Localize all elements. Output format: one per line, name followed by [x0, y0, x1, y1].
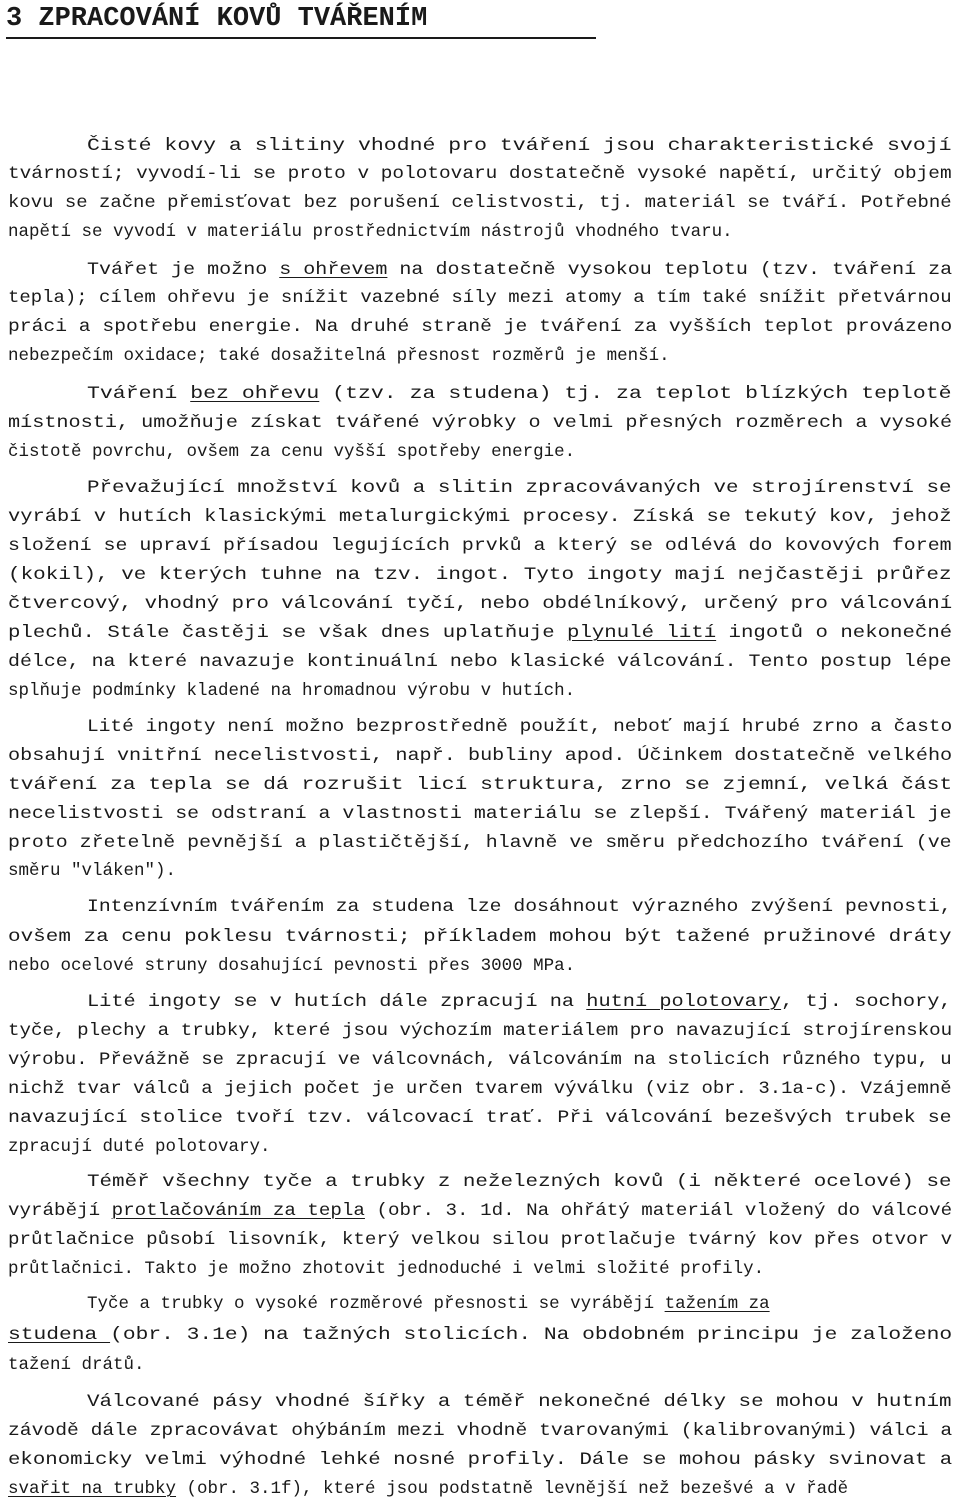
text-segment: Lité ingoty se v hutích dále zpracují na — [87, 992, 587, 1012]
text-line — [8, 774, 952, 796]
text-segment: Tyče a trubky o vysoké rozměrové přesnosti se vyrábějí — [87, 1294, 665, 1314]
text-segment: proto zřetelně pevnější a plastičtější, hlavně ve směru předchozího tváření (ve — [8, 833, 952, 853]
text-segment: Tvářet je možno — [87, 260, 280, 280]
text-line — [87, 1293, 770, 1315]
text-line — [8, 745, 952, 767]
text-segment: délce, na které navazuje kontinuální nebo klasické válcování. Tento postup lépe — [8, 652, 952, 672]
text-segment: výrobu. Převážně se zpracují ve válcovnách, válcováním na stolicích různého typu, u — [8, 1050, 952, 1070]
text-segment: ingotů o nekonečné — [716, 623, 953, 643]
text-line — [8, 860, 176, 882]
underlined-term: hutní polotovary — [586, 992, 782, 1012]
text-line — [8, 535, 952, 557]
text-line — [8, 1200, 952, 1222]
text-line — [8, 287, 952, 309]
text-segment: tažení drátů. — [8, 1355, 145, 1375]
text-segment: (obr. 3.1f), které jsou podstatně levnější než bezešvé a v řadě — [176, 1479, 849, 1499]
text-segment: necelistvosti se odstraní a vlastnosti materiálu se zlepší. Tvářený materiál je — [8, 804, 952, 824]
text-line — [87, 1391, 952, 1413]
text-line — [8, 651, 952, 673]
underlined-term: studena — [8, 1325, 111, 1345]
text-line — [8, 1020, 952, 1042]
text-line — [8, 564, 952, 586]
text-segment: na dostatečně vysokou teplotu (tzv. tváření za — [387, 260, 953, 280]
text-segment: Intenzívním tvářením za studena lze dosáhnout výrazného zvýšení pevnosti, — [87, 897, 952, 917]
text-segment: tepla); cílem ohřevu je snížit vazebné síly mezi atomy a tím také snížit přetvárnou — [8, 288, 952, 308]
text-line — [8, 1324, 952, 1346]
text-line — [8, 622, 952, 644]
text-segment: ovšem za cenu poklesu tvárnosti; příkladem mohou být tažené pružinové dráty — [8, 927, 952, 947]
text-line — [8, 506, 952, 528]
text-segment: obsahují vnitřní necelistvosti, např. bubliny apod. Účinkem dostatečně velkého — [8, 746, 953, 766]
text-line — [8, 441, 575, 463]
text-segment: Čisté kovy a slitiny vhodné pro tváření jsou charakteristické svojí — [87, 136, 952, 156]
text-line — [8, 1136, 271, 1158]
text-line — [87, 991, 952, 1013]
text-segment: složení se upraví přísadou legujících prvků a který se odlévá do kovových forem — [8, 536, 952, 556]
text-segment: Lité ingoty není možno bezprostředně použít, neboť mají hrubé zrno a často — [87, 717, 953, 737]
text-line — [8, 1354, 145, 1376]
underlined-term: protlačováním za tepla — [111, 1201, 365, 1221]
text-line — [8, 680, 575, 702]
underlined-term: plynulé lití — [567, 623, 717, 643]
underlined-term: svařit na trubky — [8, 1479, 177, 1499]
text-segment: plechů. Stále častěji se však dnes uplatňuje — [8, 623, 568, 643]
text-segment: navazující stolice tvoří tzv. válcovací trať. Při válcování bezešvých trubek se — [8, 1108, 952, 1128]
text-segment: čistotě povrchu, ovšem za cenu vyšší spotřeby energie. — [8, 442, 576, 462]
text-segment: průtlačnice působí lisovník, který velkou silou protlačuje tvárný kov přes otvor v — [8, 1230, 953, 1250]
text-line — [8, 345, 670, 367]
text-segment: splňuje podmínky kladené na hromadnou výrobu v hutích. — [8, 681, 576, 701]
text-segment: (obr. 3. 1d. Na ohřátý materiál vložený do válcové — [364, 1201, 953, 1221]
underlined-term: tažením za — [664, 1294, 770, 1314]
text-line — [8, 593, 952, 615]
underlined-term: s ohřevem — [279, 260, 388, 280]
text-segment: čtvercový, vhodný pro válcování tyčí, nebo obdélníkový, určený pro válcování — [8, 594, 953, 614]
text-segment: směru "vláken"). — [8, 861, 177, 881]
text-segment: práci a spotřebu energie. Na druhé straně je tváření za vyšších teplot provázeno — [8, 317, 953, 337]
text-line — [8, 163, 952, 185]
text-line — [8, 412, 952, 434]
text-segment: nebezpečím oxidace; také dosažitelná přesnost rozměrů je menší. — [8, 346, 670, 366]
text-line — [87, 716, 952, 738]
text-line — [87, 135, 952, 157]
text-line — [8, 1420, 952, 1442]
text-line — [8, 803, 952, 825]
text-segment: tyče, plechy a trubky, které jsou výchozím materiálem pro navazující strojírenskou — [8, 1021, 953, 1041]
text-line — [8, 1049, 952, 1071]
underlined-term: bez ohřevu — [190, 384, 320, 404]
text-line — [8, 1229, 952, 1251]
text-line — [87, 896, 952, 918]
text-segment: (tzv. za studena) tj. za teplot blízkých teplotě — [319, 384, 952, 404]
text-segment: vyrábí v hutích klasickými metalurgickými procesy. Získá se tekutý kov, jehož — [8, 507, 952, 527]
text-line — [87, 477, 952, 499]
text-segment: vyrábějí — [8, 1201, 112, 1221]
text-segment: Převažující množství kovů a slitin zpracovávaných ve strojírenství se — [87, 478, 952, 498]
text-segment: nichž tvar válců a jejich počet je určen tvarem výválku (viz obr. 3.1a-c). Vzájemně — [8, 1079, 952, 1099]
text-line — [8, 832, 952, 854]
text-segment: tváření za tepla se dá rozrušit licí struktura, zrno se zjemní, velká část — [8, 775, 953, 795]
text-segment: kovu se začne přemisťovat bez porušení celistvosti, tj. materiál se tváří. Potřebné — [8, 193, 952, 213]
text-segment: Téměř všechny tyče a trubky z neželezných kovů (i některé ocelové) se — [87, 1172, 952, 1192]
text-segment: napětí se vyvodí v materiálu prostřednictvím nástrojů vhodného tvaru. — [8, 222, 733, 242]
text-segment: průtlačnici. Takto je možno zhotovit jednoduché i velmi složité profily. — [8, 1259, 765, 1279]
text-line — [8, 221, 733, 243]
text-line — [8, 926, 952, 948]
text-segment: ekonomicky velmi výhodné lehké nosné profily. Dále se mohou pásky svinovat a — [8, 1450, 953, 1470]
text-line — [8, 1258, 764, 1280]
text-segment: Válcované pásy vhodné šířky a téměř nekonečné délky se mohou v hutním — [87, 1392, 952, 1412]
text-line — [87, 1171, 952, 1193]
text-line — [8, 955, 575, 977]
text-segment: , tj. sochory, — [781, 992, 952, 1012]
text-line — [87, 383, 952, 405]
text-line — [87, 259, 952, 281]
text-line — [8, 316, 952, 338]
text-segment: (obr. 3.1e) na tažných stolicích. Na obdobném principu je založeno — [110, 1325, 953, 1345]
text-line — [8, 1478, 848, 1500]
text-segment: zpracují duté polotovary. — [8, 1137, 271, 1157]
text-segment: nebo ocelové struny dosahující pevnosti přes 3000 MPa. — [8, 956, 576, 976]
text-line — [8, 1078, 952, 1100]
text-segment: místnosti, umožňuje získat tvářené výrobky o velmi přesných rozměrech a vysoké — [8, 413, 953, 433]
text-segment: závodě dále zpracovávat ohýbáním mezi vhodně tvarovanými (kalibrovanými) válci a — [8, 1421, 953, 1441]
text-segment: tvárností; vyvodí-li se proto v polotovaru dostatečně vysoké napětí, určitý objem — [8, 164, 952, 184]
chapter-heading: 3 ZPRACOVÁNÍ KOVŮ TVÁŘENÍM — [6, 4, 596, 39]
text-segment: Tváření — [87, 384, 191, 404]
text-line — [8, 1107, 952, 1129]
text-line — [8, 192, 952, 214]
text-segment: (kokil), ve kterých tuhne na tzv. ingot. Tyto ingoty mají nejčastěji průřez — [8, 565, 952, 585]
text-line — [8, 1449, 952, 1471]
